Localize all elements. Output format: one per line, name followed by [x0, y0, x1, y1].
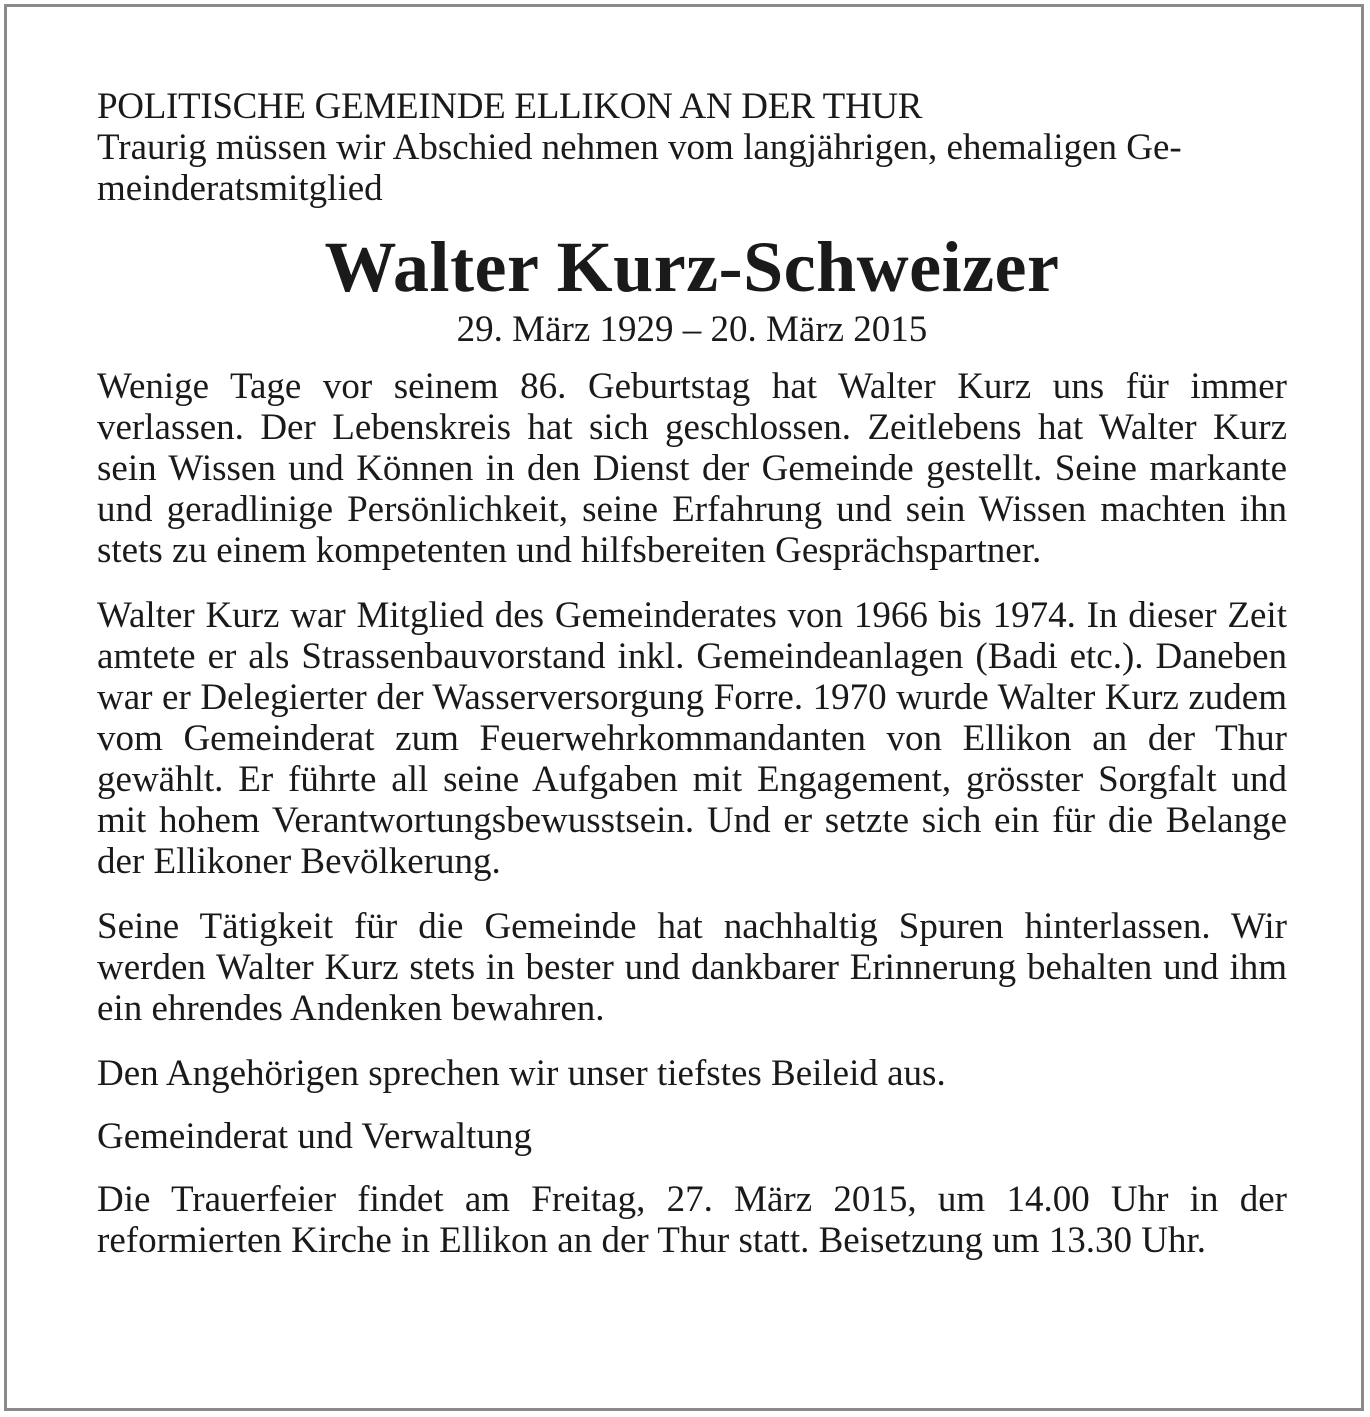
paragraph-tribute: Wenige Tage vor seinem 86. Geburtstag hat Walter Kurz uns für immer verlassen. Der Lebenskreis hat sich geschlossen. Zeitlebens hat Walter Kurz sein Wissen und Können in den Dienst der Gemeinde gestellt. Seine markante und geradlinige Persönlichkeit, seine Erfahrung und sein Wissen machten ihn stets zu einem kompetenten und hilfsbereiten Gesprächspartner. — [97, 366, 1287, 571]
paragraph-condolences: Den Angehörigen sprechen wir unser tiefstes Beileid aus. — [97, 1053, 946, 1094]
paragraph-remembrance: Seine Tätigkeit für die Gemeinde hat nachhaltig Spuren hinterlassen. Wir werden Walter Kurz stets in bester und dankbarer Erinnerung behalten und ihm ein ehrendes Andenken bewahren. — [97, 906, 1287, 1029]
signature: Gemeinderat und Verwaltung — [97, 1116, 532, 1157]
deceased-name: Walter Kurz-Schweizer — [324, 227, 1060, 307]
paragraph-career: Walter Kurz war Mitglied des Gemeinderates von 1966 bis 1974. In dieser Zeit amtete er als Strassenbauvorstand inkl. Gemeindeanlagen (Badi etc.). Daneben war er Delegierter der Wasserversorgung Forre. 1970 wurde Walter Kurz zudem vom Gemeinderat zum Feuerwehrkommandanten von Ellikon an der Thur gewählt. Er führte all seine Aufgaben mit Engagement, grösster Sorgfalt und mit hohem Verantwortungsbewusstsein. Und er setzte sich ein für die Belange der Ellikoner Bevölkerung. — [97, 595, 1287, 882]
notice-frame — [4, 4, 1364, 1411]
obituary-notice — [97, 86, 1287, 1261]
funeral-service-info: Die Trauerfeier findet am Freitag, 27. März 2015, um 14.00 Uhr in der reformierten Kirche in Ellikon an der Thur statt. Beisetzung um 13.30 Uhr. — [97, 1179, 1287, 1261]
life-dates: 29. März 1929 – 20. März 2015 — [456, 309, 928, 350]
intro-text: Traurig müssen wir Abschied nehmen vom langjährigen, ehemaligen Ge- meinderatsmitglied — [97, 127, 1182, 209]
organization-heading: POLITISCHE GEMEINDE ELLIKON AN DER THUR — [97, 86, 923, 127]
